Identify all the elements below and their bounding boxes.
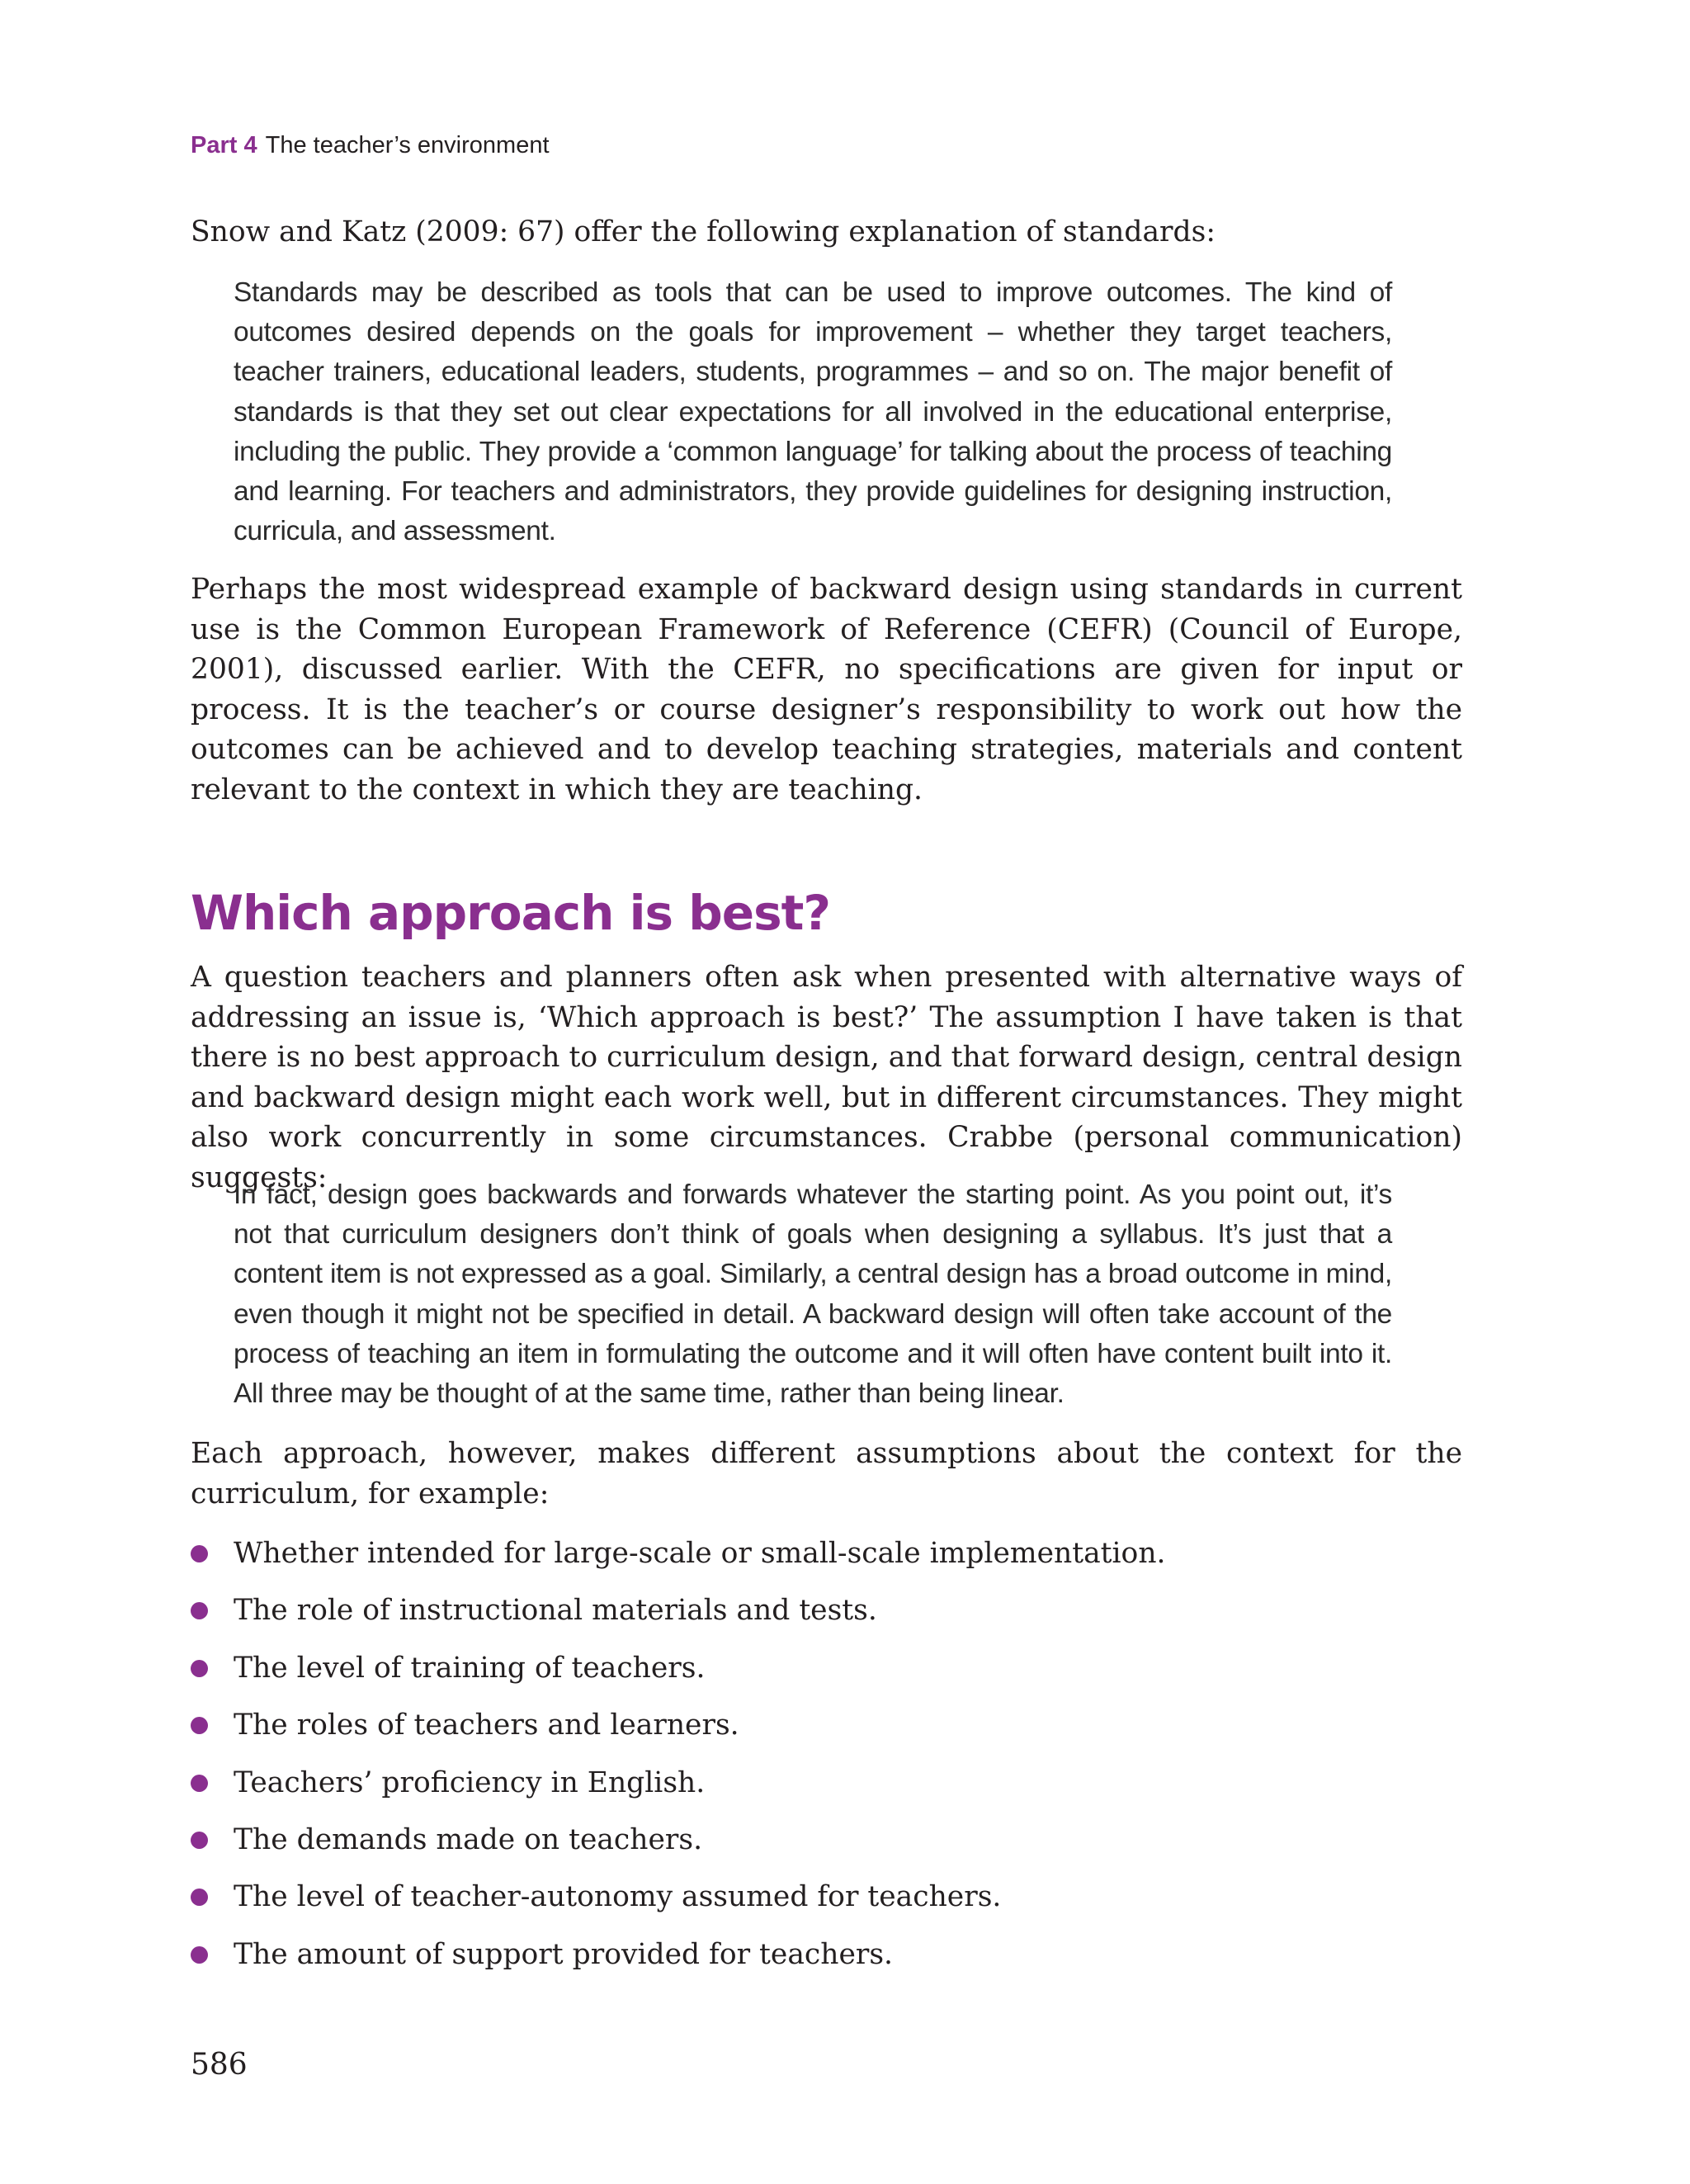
list-item <box>191 1648 1462 1705</box>
list-item-text: Teachers’ proficiency in English. <box>234 1766 706 1799</box>
bullet-dot-icon <box>191 1832 208 1849</box>
list-item <box>191 1705 1462 1762</box>
list-item-text: The roles of teachers and learners. <box>234 1709 739 1742</box>
list-item-text: The role of instructional materials and tests. <box>234 1594 877 1628</box>
question-paragraph: A question teachers and planners often ask when presented with alternative ways of addressing an issue is, ‘Which approach is best?’ The assumption I have taken is that there is no best approach to curriculum design, and that forward design, central design and backward design might each work well, but in different circumstances. They might also work concurrently in some circumstances. Crabbe (personal communication) suggests: <box>191 961 1462 1194</box>
bullet-dot-icon <box>191 1946 208 1964</box>
running-head-part: Part 4 <box>191 132 257 158</box>
standards-quote: Standards may be described as tools that can be used to improve outcomes. The kind of outcomes desired depends on the goals for improvement – whether they target teachers, teacher trainers, educational leaders, students, programmes – and so on. The major benefit of standards is that they set out clear expectations for all involved in the educational enterprise, including the public. They provide a ‘common language’ for talking about the process of teaching and learning. For teachers and administrators, they provide guidelines for designing instruction, curricula, and assessment. <box>234 277 1392 547</box>
list-item-text: The amount of support provided for teachers. <box>234 1937 894 1971</box>
each-approach-paragraph: Each approach, however, makes different assumptions about the context for the curriculum, for example: <box>191 1437 1462 1510</box>
bullet-dot-icon <box>191 1889 208 1906</box>
list-item-text: The demands made on teachers. <box>234 1822 703 1856</box>
bullet-dot-icon <box>191 1660 208 1677</box>
list-item-text: The level of training of teachers. <box>234 1651 706 1685</box>
section-heading: Which approach is best? <box>191 885 830 941</box>
intro-paragraph: Snow and Katz (2009: 67) offer the following explanation of standards: <box>191 215 1216 248</box>
bullet-dot-icon <box>191 1775 208 1792</box>
list-item-text: The level of teacher-autonomy assumed for teachers. <box>234 1880 1002 1914</box>
bullet-dot-icon <box>191 1602 208 1619</box>
bullet-dot-icon <box>191 1717 208 1734</box>
list-item <box>191 1534 1462 1591</box>
page-number: 586 <box>191 2048 248 2082</box>
assumptions-list <box>191 1534 1462 1992</box>
backward-design-paragraph: Perhaps the most widespread example of backward design using standards in current use is the Common European Framework of Reference (CEFR) (Council of Europe, 2001), discussed earlier. With the CEFR, no specifications are given for input or process. It is the teacher’s or course designer’s responsibility to work out how the outcomes can be achieved and to develop teaching strategies, materials and content relevant to the context in which they are teaching. <box>191 573 1462 806</box>
running-head <box>191 130 550 160</box>
running-head-title: The teacher’s environment <box>265 132 550 158</box>
list-item <box>191 1820 1462 1877</box>
list-item <box>191 1877 1462 1934</box>
list-item <box>191 1591 1462 1647</box>
list-item <box>191 1763 1462 1820</box>
bullet-dot-icon <box>191 1545 208 1562</box>
list-item-text: Whether intended for large-scale or small-scale implementation. <box>234 1537 1166 1570</box>
list-item <box>191 1935 1462 1992</box>
crabbe-quote: In fact, design goes backwards and forwards whatever the starting point. As you point out, it’s not that curriculum designers don’t think of goals when designing a syllabus. It’s just that a content item is not expressed as a goal. Similarly, a central design has a broad outcome in mind, even though it might not be specified in detail. A backward design will often take account of the process of teaching an item in formulating the outcome and it will often have content built into it. All three may be thought of at the same time, rather than being linear. <box>234 1179 1392 1410</box>
